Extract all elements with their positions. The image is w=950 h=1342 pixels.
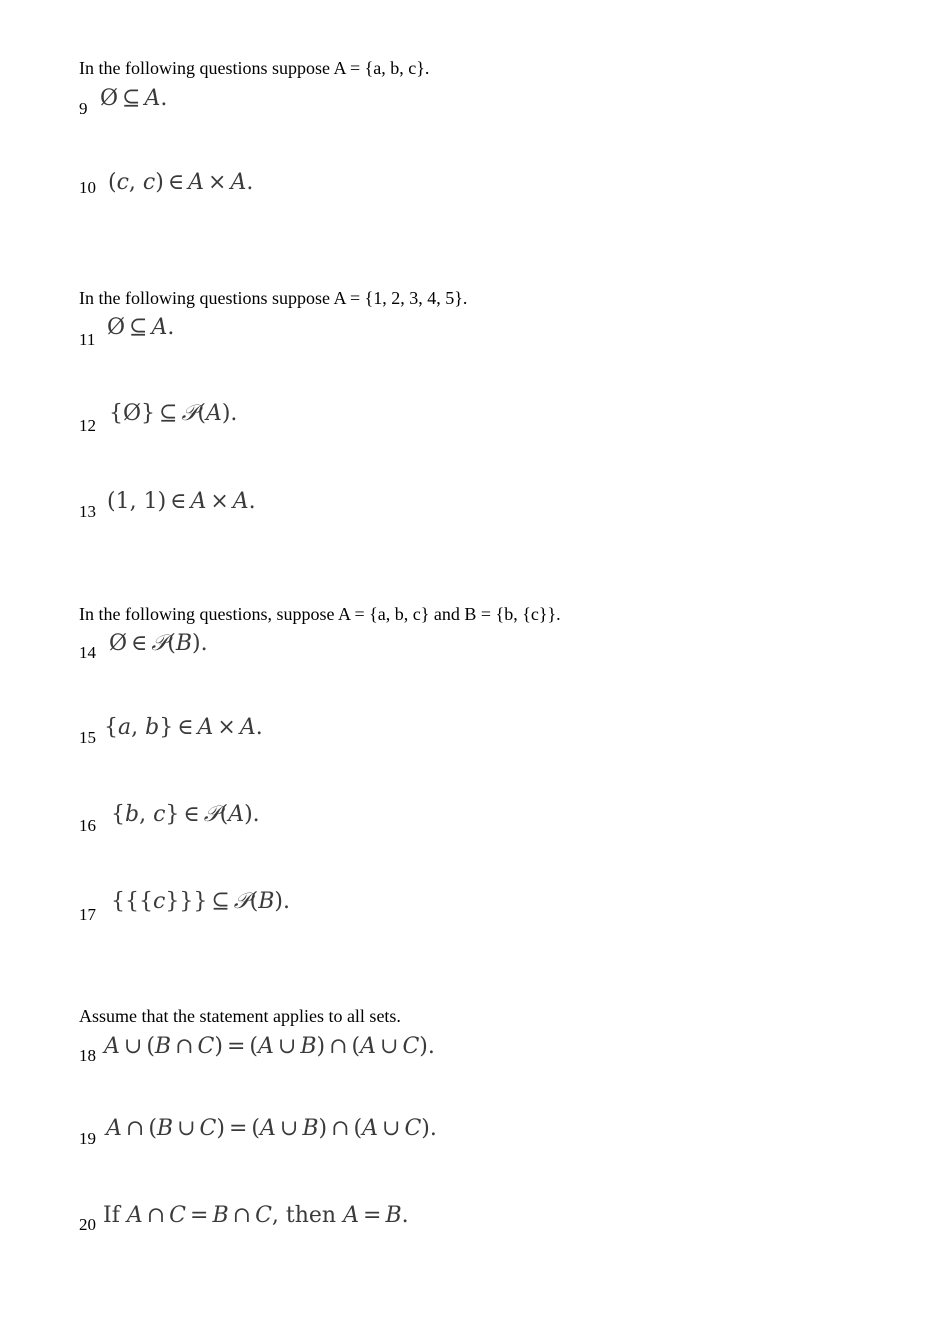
question-11-number: 11 bbox=[79, 330, 96, 349]
question-19-number: 19 bbox=[79, 1129, 96, 1148]
question-15-formula: {a, b} ∈ A × A. bbox=[104, 715, 263, 740]
question-20-number: 20 bbox=[79, 1215, 96, 1234]
question-16-formula: {b, c} ∈ 𝒫(A). bbox=[111, 802, 260, 827]
question-17-formula: {{{c}}} ⊆ 𝒫(B). bbox=[111, 889, 290, 914]
section-2-intro: In the following questions suppose A = {1, 2, 3, 4, 5}. bbox=[79, 288, 468, 308]
question-17-number: 17 bbox=[79, 905, 96, 924]
question-13-number: 13 bbox=[79, 502, 96, 521]
question-9-formula: Ø ⊆ A. bbox=[100, 86, 168, 111]
question-20-if-word: If bbox=[103, 1203, 120, 1228]
question-20-then-word: then bbox=[285, 1203, 337, 1228]
question-15-number: 15 bbox=[79, 728, 96, 747]
question-14-number: 14 bbox=[79, 643, 96, 662]
question-19-formula: A ∩ (B ∪ C) = (A ∪ B) ∩ (A ∪ C). bbox=[106, 1116, 437, 1141]
question-12-number: 12 bbox=[79, 416, 96, 435]
question-20-formula: If A ∩ C = B ∩ C, then A = B. bbox=[103, 1203, 409, 1228]
section-3-intro: In the following questions, suppose A = {a, b, c} and B = {b, {c}}. bbox=[79, 604, 561, 624]
section-4-intro: Assume that the statement applies to all sets. bbox=[79, 1006, 401, 1026]
section-1-intro: In the following questions suppose A = {a, b, c}. bbox=[79, 58, 430, 78]
question-11-formula: Ø ⊆ A. bbox=[107, 315, 175, 340]
question-13-formula: (1, 1) ∈ A × A. bbox=[107, 489, 256, 514]
question-16-number: 16 bbox=[79, 816, 96, 835]
question-18-number: 18 bbox=[79, 1046, 96, 1065]
question-10-number: 10 bbox=[79, 178, 96, 197]
question-9-number: 9 bbox=[79, 99, 88, 118]
question-12-formula: {Ø} ⊆ 𝒫(A). bbox=[109, 401, 238, 426]
question-14-formula: Ø ∈ 𝒫(B). bbox=[109, 631, 208, 656]
question-10-formula: (c, c) ∈ A × A. bbox=[108, 170, 254, 195]
question-18-formula: A ∪ (B ∩ C) = (A ∪ B) ∩ (A ∪ C). bbox=[104, 1034, 435, 1059]
